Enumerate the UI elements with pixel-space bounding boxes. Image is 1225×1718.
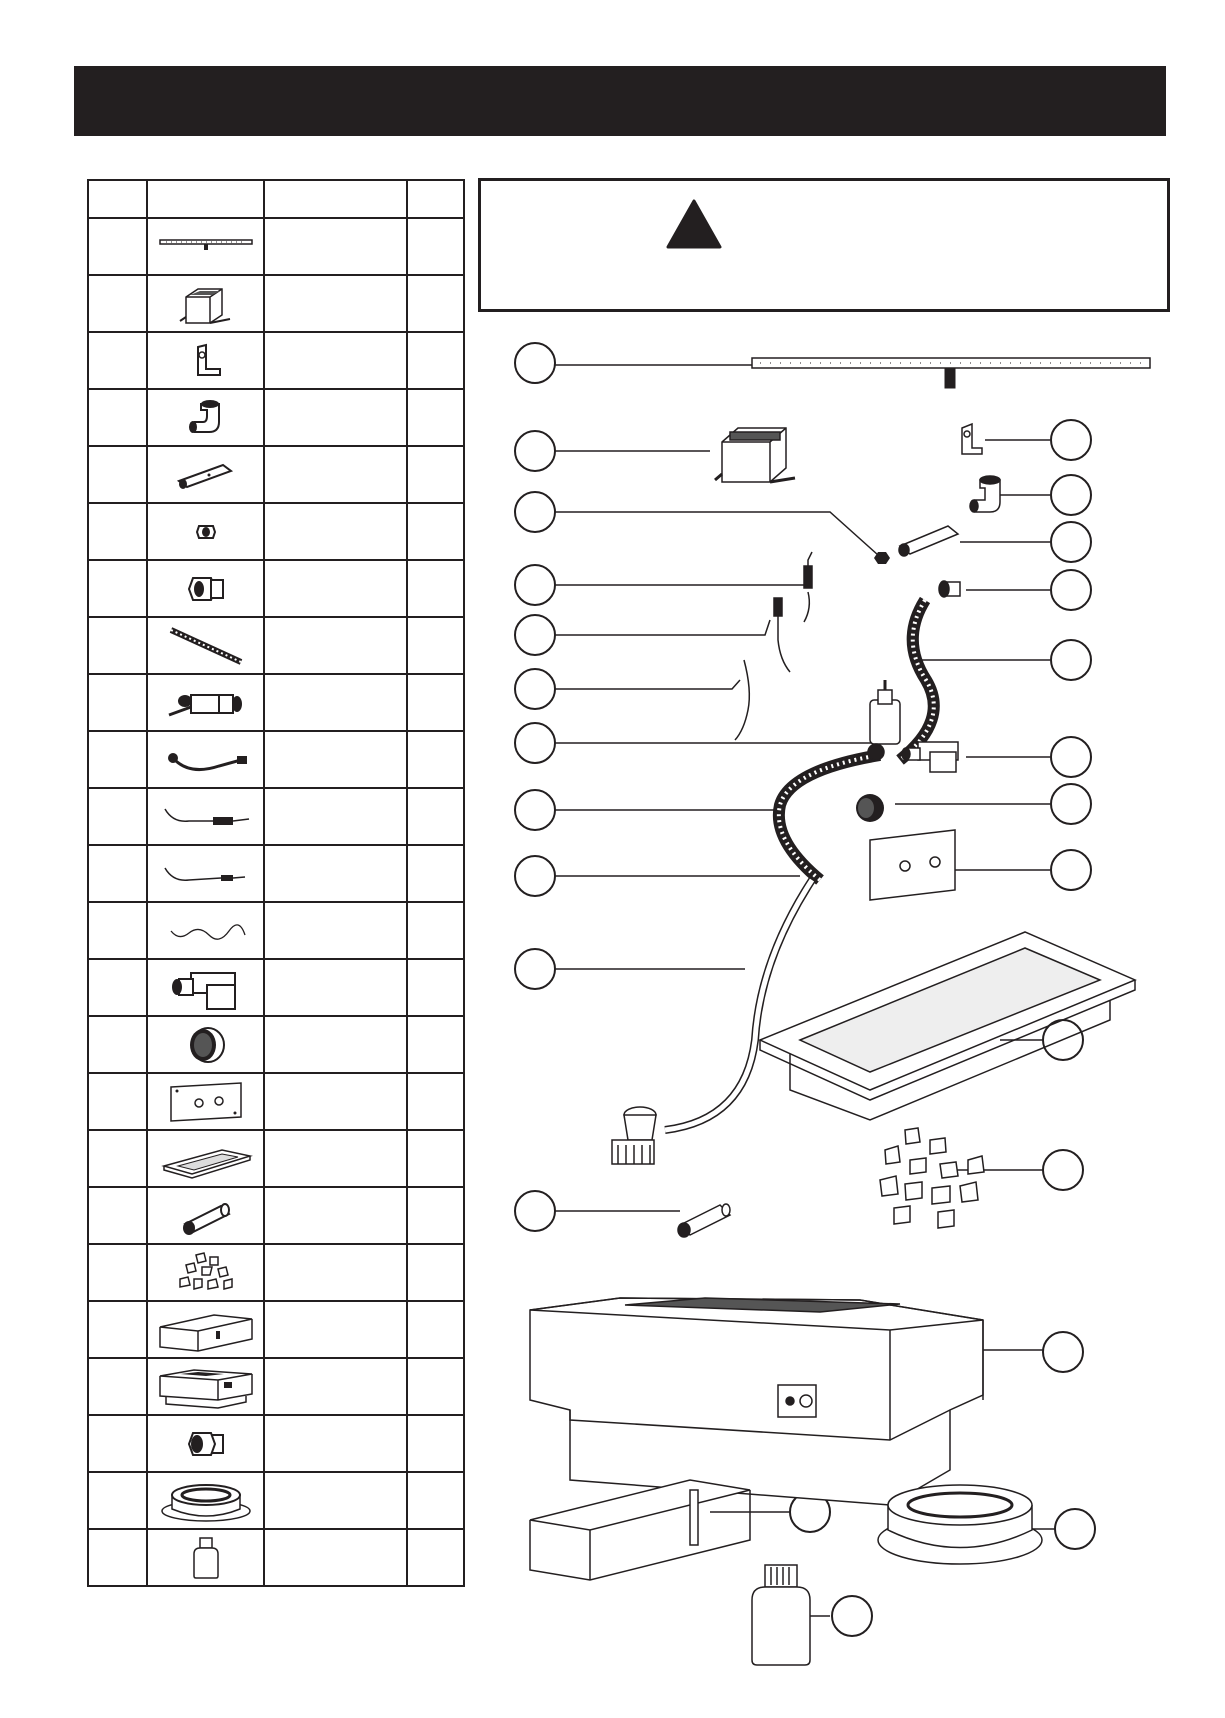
tank-ring-icon: [156, 1477, 256, 1525]
part-description: [264, 1130, 407, 1187]
callout-hex-fitting: [1051, 570, 1091, 610]
part-qty: [407, 1358, 464, 1415]
part-image: [147, 1301, 264, 1358]
part-description: [264, 218, 407, 275]
diagram-fire-glass: [880, 1128, 984, 1228]
part-no: [88, 446, 147, 503]
part-qty: [407, 674, 464, 731]
table-row: [88, 674, 464, 731]
part-no: [88, 1244, 147, 1301]
table-row: [88, 1073, 464, 1130]
part-no: [88, 1358, 147, 1415]
gas-valve-assembly-icon: [161, 681, 251, 725]
part-qty: [407, 218, 464, 275]
pipe-nipple-icon: [171, 1196, 241, 1236]
table-row: [88, 1529, 464, 1586]
diagram-elbow-fitting: [970, 476, 1000, 512]
part-image: [147, 788, 264, 845]
part-image: [147, 560, 264, 617]
part-qty: [407, 1472, 464, 1529]
callout-flex-hose: [515, 790, 555, 830]
thermocouple-wire-icon: [159, 740, 253, 780]
callout-spark-wire: [515, 565, 555, 605]
part-no: [88, 788, 147, 845]
part-qty: [407, 1415, 464, 1472]
part-qty: [407, 731, 464, 788]
diagram-cover-box: [530, 1480, 750, 1580]
table-row: [88, 446, 464, 503]
callout-igniter-wire: [515, 615, 555, 655]
table-row: [88, 389, 464, 446]
diagram-burner-pipe: [752, 358, 1150, 388]
part-no: [88, 845, 147, 902]
part-description: [264, 674, 407, 731]
part-no: [88, 617, 147, 674]
callout-pipe-nipple: [515, 1191, 555, 1231]
part-description: [264, 1016, 407, 1073]
part-description: [264, 389, 407, 446]
elbow-fitting-icon: [181, 396, 231, 440]
cover-box-icon: [154, 1307, 258, 1353]
diagram-pipe-nipple: [678, 1204, 730, 1237]
diagram-hex-fitting: [939, 581, 960, 597]
table-row: [88, 332, 464, 389]
adapter-fitting-icon: [181, 1423, 231, 1465]
part-description: [264, 959, 407, 1016]
part-image: [147, 845, 264, 902]
part-no: [88, 275, 147, 332]
table-row: [88, 845, 464, 902]
flex-hose-icon: [161, 624, 251, 668]
small-nut-icon: [191, 517, 221, 547]
part-no: [88, 959, 147, 1016]
bottle-icon: [186, 1534, 226, 1582]
burner-pipe-icon: [156, 232, 256, 262]
part-no: [88, 674, 147, 731]
part-description: [264, 560, 407, 617]
callout-mounting-bracket: [1051, 420, 1091, 460]
callout-fire-glass: [1043, 1150, 1083, 1190]
part-qty: [407, 389, 464, 446]
part-image: [147, 1073, 264, 1130]
spark-wire-icon: [159, 911, 253, 951]
header-qty: [407, 180, 464, 218]
part-image: [147, 1415, 264, 1472]
diagram-gas-valve: [868, 680, 900, 760]
part-qty: [407, 1187, 464, 1244]
part-qty: [407, 788, 464, 845]
table-row: [88, 1016, 464, 1073]
part-qty: [407, 1244, 464, 1301]
part-image: [147, 503, 264, 560]
part-qty: [407, 275, 464, 332]
table-row: [88, 1415, 464, 1472]
part-no: [88, 1472, 147, 1529]
part-description: [264, 845, 407, 902]
part-no: [88, 1415, 147, 1472]
part-description: [264, 275, 407, 332]
ignition-module-box-icon: [176, 281, 236, 327]
part-image: [147, 1529, 264, 1586]
callout-coupling-pipe: [1051, 522, 1091, 562]
part-image: [147, 218, 264, 275]
table-row: [88, 617, 464, 674]
callout-push-button-igniter: [1051, 737, 1091, 777]
part-qty: [407, 446, 464, 503]
callout-tank-ring: [1055, 1509, 1095, 1549]
table-row: [88, 1358, 464, 1415]
part-no: [88, 389, 147, 446]
table-row: [88, 1301, 464, 1358]
part-qty: [407, 1073, 464, 1130]
part-no: [88, 1301, 147, 1358]
coupling-pipe-icon: [171, 455, 241, 495]
diagram-fire-table: [530, 1298, 983, 1505]
table-row: [88, 788, 464, 845]
part-qty: [407, 560, 464, 617]
diagram-burner-pan: [760, 932, 1135, 1120]
control-knob-icon: [181, 1022, 231, 1068]
part-image: [147, 731, 264, 788]
diagram-control-knob: [856, 794, 884, 822]
part-qty: [407, 1130, 464, 1187]
callout-small-nut: [515, 492, 555, 532]
fire-glass-icon: [166, 1249, 246, 1297]
part-description: [264, 1187, 407, 1244]
part-qty: [407, 332, 464, 389]
part-no: [88, 560, 147, 617]
part-image: [147, 1358, 264, 1415]
exploded-parts-diagram: [478, 320, 1198, 1680]
diagram-wires: [735, 552, 812, 740]
callout-ground-wire: [515, 669, 555, 709]
part-description: [264, 1244, 407, 1301]
callout-fire-table: [1043, 1332, 1083, 1372]
part-qty: [407, 845, 464, 902]
part-qty: [407, 902, 464, 959]
diagram-mounting-bracket: [962, 424, 982, 454]
part-image: [147, 389, 264, 446]
part-image: [147, 275, 264, 332]
table-row: [88, 275, 464, 332]
part-description: [264, 446, 407, 503]
part-image: [147, 902, 264, 959]
callout-ignition-module-box: [515, 431, 555, 471]
table-row: [88, 1130, 464, 1187]
callout-control-panel-plate: [1051, 850, 1091, 890]
part-no: [88, 503, 147, 560]
diagram-regulator: [612, 1107, 656, 1164]
part-no: [88, 1130, 147, 1187]
part-no: [88, 1016, 147, 1073]
part-no: [88, 902, 147, 959]
part-no: [88, 1073, 147, 1130]
part-no: [88, 1529, 147, 1586]
part-description: [264, 617, 407, 674]
part-qty: [407, 503, 464, 560]
table-row: [88, 902, 464, 959]
control-panel-plate-icon: [161, 1079, 251, 1125]
part-description: [264, 788, 407, 845]
callout-regulator-hose: [515, 949, 555, 989]
part-image: [147, 1472, 264, 1529]
part-image: [147, 1187, 264, 1244]
parts-table: [87, 179, 465, 1587]
callout-control-knob: [1051, 784, 1091, 824]
fire-table-icon: [154, 1364, 258, 1410]
diagram-control-panel-plate: [870, 830, 955, 900]
part-no: [88, 332, 147, 389]
push-button-igniter-icon: [161, 963, 251, 1013]
part-image: [147, 1244, 264, 1301]
mounting-bracket-icon: [186, 341, 226, 381]
part-description: [264, 332, 407, 389]
warning-box: [478, 178, 1170, 312]
header-image: [147, 180, 264, 218]
hex-fitting-icon: [181, 568, 231, 610]
warning-triangle-icon: [666, 199, 722, 249]
part-no: [88, 731, 147, 788]
igniter-wire-icon: [159, 797, 253, 837]
part-qty: [407, 1301, 464, 1358]
callout-burner-pipe: [515, 343, 555, 383]
table-row: [88, 218, 464, 275]
part-description: [264, 503, 407, 560]
part-description: [264, 1529, 407, 1586]
part-image: [147, 446, 264, 503]
part-no: [88, 1187, 147, 1244]
part-description: [264, 1301, 407, 1358]
table-header-row: [88, 180, 464, 218]
ground-wire-icon: [159, 854, 253, 894]
part-image: [147, 332, 264, 389]
diagram-coupling-pipe: [899, 526, 958, 556]
table-row: [88, 959, 464, 1016]
part-description: [264, 1415, 407, 1472]
callout-bottle: [832, 1596, 872, 1636]
part-qty: [407, 1529, 464, 1586]
part-qty: [407, 959, 464, 1016]
diagram-tank-ring: [878, 1485, 1042, 1564]
part-description: [264, 731, 407, 788]
part-qty: [407, 1016, 464, 1073]
table-row: [88, 1472, 464, 1529]
burner-pan-icon: [156, 1136, 256, 1182]
part-description: [264, 1472, 407, 1529]
part-image: [147, 959, 264, 1016]
diagram-ignition-module-box: [715, 428, 795, 482]
part-description: [264, 1073, 407, 1130]
callout-gas-valve: [515, 723, 555, 763]
table-row: [88, 503, 464, 560]
part-image: [147, 674, 264, 731]
part-description: [264, 902, 407, 959]
diagram-bottle: [752, 1565, 810, 1665]
table-row: [88, 731, 464, 788]
part-qty: [407, 617, 464, 674]
part-description: [264, 1358, 407, 1415]
table-row: [88, 560, 464, 617]
callout-gas-inlet-hose: [1051, 640, 1091, 680]
callout-elbow-fitting: [1051, 475, 1091, 515]
table-row: [88, 1187, 464, 1244]
header-description: [264, 180, 407, 218]
callout-hose-fitting: [515, 856, 555, 896]
part-image: [147, 617, 264, 674]
part-image: [147, 1130, 264, 1187]
part-image: [147, 1016, 264, 1073]
table-row: [88, 1244, 464, 1301]
header-bar: [74, 66, 1166, 136]
part-no: [88, 218, 147, 275]
header-no: [88, 180, 147, 218]
